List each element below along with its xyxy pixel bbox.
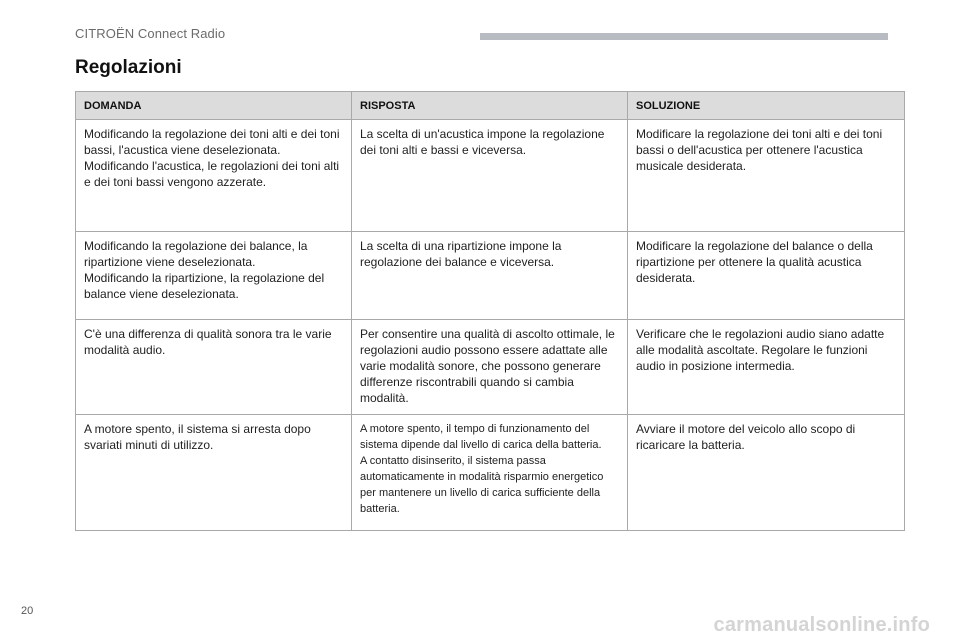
page-title: Regolazioni	[75, 57, 182, 78]
question-text: A motore spento, il sistema si arresta dopo svariati minuti di utilizzo.	[84, 422, 311, 452]
answer-text: La scelta di un'acustica impone la regolazione dei toni alti e bassi e viceversa.	[360, 127, 605, 157]
answer-text: La scelta di una ripartizione impone la regolazione dei balance e viceversa.	[360, 239, 562, 269]
answer-cell	[352, 320, 628, 415]
table-row	[76, 120, 905, 232]
answer-text: Per consentire una qualità di ascolto ottimale, le regolazioni audio possono essere adattate alle varie modalità sonore, che possono generare differenze riscontrabili quando si cambia modalità.	[360, 327, 615, 405]
column-header-answer: RISPOSTA	[352, 92, 628, 120]
solution-text: Modificare la regolazione del balance o della ripartizione per ottenere la qualità acustica desiderata.	[636, 239, 873, 285]
answer-cell	[352, 415, 628, 531]
solution-text: Verificare che le regolazioni audio siano adatte alle modalità ascoltate. Regolare le funzioni audio in posizione intermedia.	[636, 327, 885, 373]
solution-cell	[628, 232, 905, 320]
question-cell	[76, 232, 352, 320]
question-text: Modificando la regolazione dei balance, la ripartizione viene deselezionata.	[84, 239, 308, 269]
answer-cell	[352, 120, 628, 232]
answer-text: A contatto disinserito, il sistema passa automaticamente in modalità risparmio energetico per mantenere un livello di carica sufficiente della batteria.	[360, 455, 604, 515]
question-text: Modificando la ripartizione, la regolazione del balance viene deselezionata.	[84, 271, 325, 301]
page-number: 20	[21, 605, 34, 617]
question-cell	[76, 320, 352, 415]
header-divider-bar	[480, 33, 888, 40]
question-cell	[76, 120, 352, 232]
table-row	[76, 232, 905, 320]
faq-table	[75, 91, 905, 531]
question-text: C'è una differenza di qualità sonora tra le varie modalità audio.	[84, 327, 332, 357]
solution-cell	[628, 320, 905, 415]
answer-text: A motore spento, il tempo di funzionamento del sistema dipende dal livello di carica della batteria.	[360, 423, 602, 451]
table-header-row	[76, 92, 905, 120]
document-header-label: CITROËN Connect Radio	[75, 26, 226, 41]
table-row	[76, 320, 905, 415]
solution-text: Modificare la regolazione dei toni alti e dei toni bassi o dell'acustica per ottenere l'acustica musicale desiderata.	[636, 127, 883, 173]
column-header-solution: SOLUZIONE	[628, 92, 905, 120]
solution-cell	[628, 415, 905, 531]
column-header-question: DOMANDA	[76, 92, 352, 120]
table-row	[76, 415, 905, 531]
question-text: Modificando la regolazione dei toni alti e dei toni bassi, l'acustica viene deselezionata.	[84, 127, 340, 157]
question-cell	[76, 415, 352, 531]
question-text: Modificando l'acustica, le regolazioni dei toni alti e dei toni bassi vengono azzerate.	[84, 159, 340, 189]
solution-cell	[628, 120, 905, 232]
solution-text: Avviare il motore del veicolo allo scopo di ricaricare la batteria.	[636, 422, 856, 452]
answer-cell	[352, 232, 628, 320]
watermark: carmanualsonline.info	[713, 614, 930, 636]
